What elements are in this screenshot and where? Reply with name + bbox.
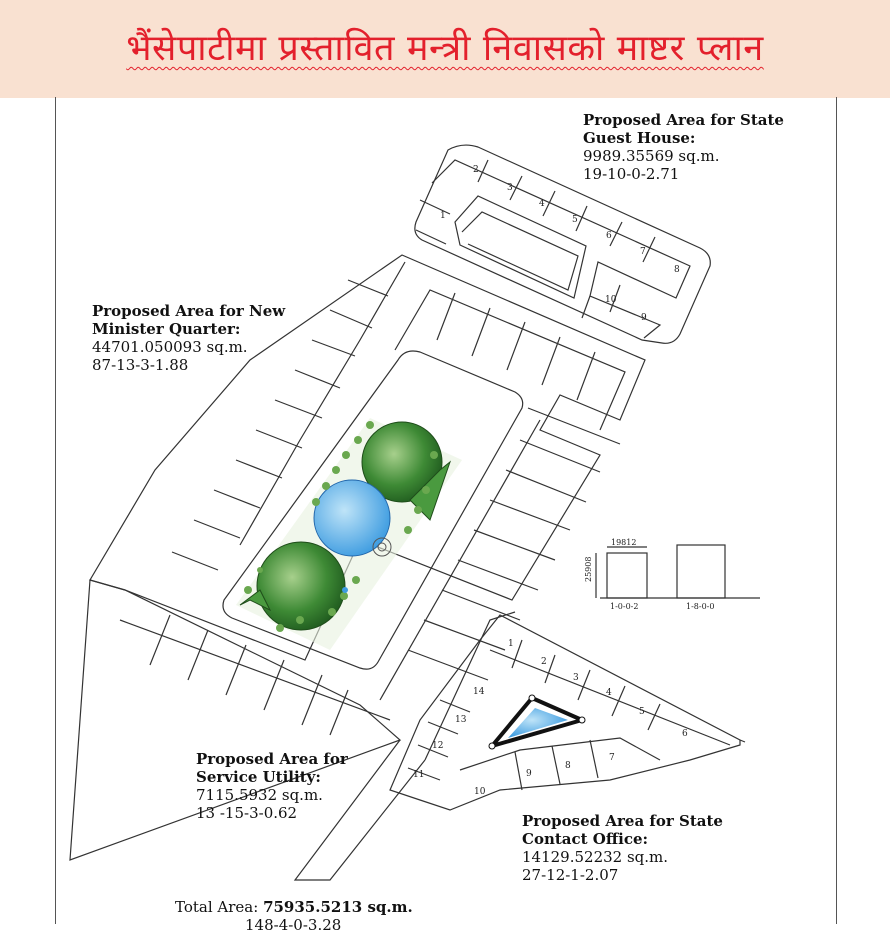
gh-plot-10: 10 bbox=[605, 295, 617, 305]
service-utility-title-1: Proposed Area for bbox=[196, 750, 348, 768]
co-plot-5: 5 bbox=[639, 707, 645, 717]
gh-plot-1: 1 bbox=[440, 211, 446, 221]
co-plot-1: 1 bbox=[508, 639, 514, 649]
triangle-pool bbox=[489, 695, 585, 749]
contact-office-label bbox=[522, 812, 723, 884]
minister-quarter-ropani: 87-13-3-1.88 bbox=[92, 356, 189, 374]
contact-office-title-2: Contact Office: bbox=[522, 830, 649, 848]
service-utility-label bbox=[196, 750, 348, 822]
gh-plot-6: 6 bbox=[606, 231, 612, 241]
guest-house-area: 9989.35569 sq.m. bbox=[583, 147, 720, 165]
minister-quarter-label bbox=[92, 302, 285, 374]
total-area-value: 75935.5213 sq.m. bbox=[263, 898, 413, 916]
co-plot-8: 8 bbox=[565, 761, 571, 771]
gh-plot-9: 9 bbox=[641, 313, 647, 323]
co-plot-4: 4 bbox=[606, 688, 612, 698]
co-plot-6: 6 bbox=[682, 729, 688, 739]
co-plot-13: 13 bbox=[455, 715, 467, 725]
guest-house-title-2: Guest House: bbox=[583, 129, 696, 147]
minister-quarter-title-1: Proposed Area for New bbox=[92, 302, 286, 320]
co-plot-11: 11 bbox=[413, 770, 425, 780]
legend-height: 25908 bbox=[584, 556, 593, 582]
co-plot-2: 2 bbox=[541, 657, 547, 667]
gh-plot-8: 8 bbox=[674, 265, 680, 275]
page-title: भैंसेपाटीमा प्रस्तावित मन्त्री निवासको माष्टर प्लान bbox=[126, 28, 764, 69]
total-area-caption: Total Area: bbox=[175, 898, 264, 916]
gh-plot-3: 3 bbox=[507, 183, 513, 193]
co-plot-14: 14 bbox=[473, 687, 485, 697]
gh-plot-7: 7 bbox=[640, 247, 646, 257]
total-area-label bbox=[175, 898, 413, 934]
co-plot-3: 3 bbox=[573, 673, 579, 683]
guest-house-label bbox=[583, 111, 784, 183]
minister-quarter-area: 44701.050093 sq.m. bbox=[92, 338, 248, 356]
guest-house-ropani: 19-10-0-2.71 bbox=[583, 165, 680, 183]
guest-house-title-1: Proposed Area for State bbox=[583, 111, 784, 129]
service-utility-area: 7115.5932 sq.m. bbox=[196, 786, 323, 804]
co-plot-12: 12 bbox=[432, 741, 444, 751]
total-area-ropani: 148-4-0-3.28 bbox=[245, 916, 342, 934]
service-utility-ropani: 13 -15-3-0.62 bbox=[196, 804, 298, 822]
gh-plot-5: 5 bbox=[572, 215, 578, 225]
contact-office-area: 14129.52232 sq.m. bbox=[522, 848, 669, 866]
legend-plot-b: 1-8-0-0 bbox=[686, 602, 715, 611]
minister-quarter-title-2: Minister Quarter: bbox=[92, 320, 241, 338]
co-plot-9: 9 bbox=[526, 769, 532, 779]
plot-size-legend bbox=[596, 545, 760, 598]
gh-plot-4: 4 bbox=[539, 199, 545, 209]
co-plot-10: 10 bbox=[474, 787, 486, 797]
co-plot-7: 7 bbox=[609, 753, 615, 763]
contact-office-ropani: 27-12-1-2.07 bbox=[522, 866, 619, 884]
contact-office-title-1: Proposed Area for State bbox=[522, 812, 723, 830]
gh-plot-2: 2 bbox=[473, 165, 479, 175]
legend-plot-a: 1-0-0-2 bbox=[610, 602, 639, 611]
service-utility-title-2: Service Utility: bbox=[196, 768, 321, 786]
legend-width: 19812 bbox=[611, 538, 637, 547]
